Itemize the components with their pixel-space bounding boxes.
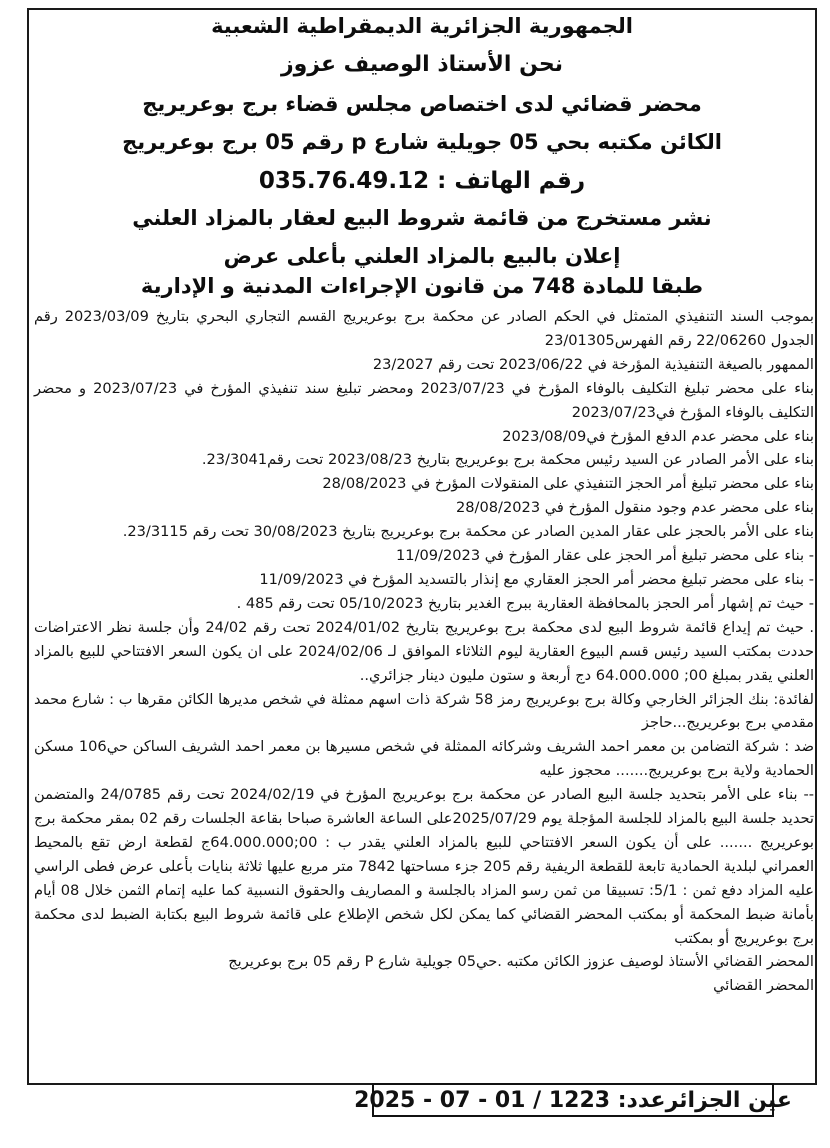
- signature-label: المحضر القضائي: [713, 977, 814, 995]
- header-auction-announcement: إعلان بالبيع بالمزاد العلني بأعلى عرض: [223, 244, 621, 268]
- paragraph-debtor: ضد : شركة التضامن بن معمر احمد الشريف وشركائه الممثلة في شخص مسيرها بن معمر احمد الشريف الساكن حي106 مسكن الحمادية ولاية برج بوعريريج....... محجوز عليه: [34, 738, 815, 780]
- paragraph-executive-formula: الممهور بالصيغة التنفيذية المؤرخة في 2023/06/22 تحت رقم 23/2027: [372, 355, 814, 373]
- header-address: الكائن مكتبه بحي 05 جويلية شارع p رقم 05 برج بوعريريج: [122, 130, 722, 154]
- paragraph-non-payment: بناء على محضر عدم الدفع المؤرخ في2023/08/09: [502, 427, 814, 445]
- paragraph-seizure-notice: - بناء على محضر تبليغ أمر الحجز على عقار المؤرخ في 11/09/2023: [396, 547, 814, 565]
- paragraph-conditions-deposit: . حيث تم إيداع قائمة شروط البيع لدى محكمة برج بوعريريج بتاريخ 2024/01/02 تحت رقم 24/02 وأن جلسة نظر الاعتراضات حددت بمكتب السيد رئيس قسم البيوع العقارية ليوم الثلاثاء الموافق لـ 2024/02/06 على ان يكون السعر الافتتاحي للبيع بالمزاد العلني يقدر بمبلغ 00; 64.000.000 دج أربعة و ستون مليون دينار جزائري..: [34, 618, 814, 684]
- paragraph-enforcement-title: بموجب السند التنفيذي المتمثل في الحكم الصادر عن محكمة برج بوعريريج القسم التجاري البحري بتاريخ 2023/03/09 رقم الجدول 22/06260 رقم الفهرس23/01305: [34, 308, 814, 349]
- paragraph-court-order: بناء على الأمر الصادر عن السيد رئيس محكمة برج بوعريريج بتاريخ 2023/08/23 تحت رقم23/3041.: [201, 451, 814, 469]
- paragraph-movables-seizure: بناء على محضر تبليغ أمر الحجز التنفيذي على المنقولات المؤرخ في 28/08/2023: [322, 475, 814, 493]
- paragraph-real-estate-seizure: بناء على الأمر بالحجز على عقار المدين الصادر عن محكمة برج بوعريريج بتاريخ 30/08/2023 تحت رقم 23/3115.: [122, 523, 814, 541]
- paragraph-seizure-warning: - بناء على محضر تبليغ محضر أمر الحجز العقاري مع إنذار بالتسديد المؤرخ في 11/09/2023: [259, 570, 814, 588]
- publication-reference: [354, 1083, 792, 1117]
- paragraph-seizure-publication: - حيث تم إشهار أمر الحجز بالمحافظة العقارية ببرج الغدير بتاريخ 05/10/2023 تحت رقم 485 .: [236, 594, 814, 612]
- paragraph-bailiff-address: المحضر القضائي الأستاذ لوصيف عزوز الكائن مكتبه .حي05 جويلية شارع P رقم 05 برج بوعريريج: [228, 953, 814, 971]
- header-bailiff-title: محضر قضائي لدى اختصاص مجلس قضاء برج بوعريريج: [142, 92, 702, 116]
- publication-reference-text: عين الجزائرعدد: 1223 / 01 - 07 - 2025: [354, 1087, 792, 1113]
- header-republic: الجمهورية الجزائرية الديمقراطية الشعبية: [211, 14, 633, 38]
- document-header: [30, 14, 814, 312]
- paragraph-auction-session: -- بناء على الأمر بتحديد جلسة البيع الصادر عن محكمة برج بوعريريج المؤرخ في 2024/02/19 تحت رقم 24/0785 والمتضمن تحديد جلسة البيع بالمزاد للجلسة المؤجلة يوم 2025/07/29على الساعة العاشرة صباحا بقاعة الجلسات رقم 02 بمقر محكمة برج بوعريريج ....... على أن يكون السعر الافتتاحي للبيع بالمزاد العلني يقدر ب : 00;64.000.000ج لقطعة ارض تقع بالمحيط العمراني لبلدية الحمادية تابعة للقطعة الريفية رقم 205 جزء مساحتها 7842 متر مربع عليها ثلاثة بنايات بأعلى عرض فطى الراسي عليه المزاد دفع ثمن : 5/1: تسبيقا من ثمن رسو المزاد بالجلسة و المصاريف والحقوق النسبية كما عليه إتمام الثمن خلال 08 أيام بأمانة ضبط المحكمة أو بمكتب المحضر القضائي كما يمكن لكل شخص الإطلاع على قائمة شروط البيع بكتابة الضبط لدى محكمة برج بوعريريج أو بمكتب: [34, 786, 815, 947]
- paragraph-beneficiary: لفائدة: بنك الجزائر الخارجي وكالة برج بوعريريج رمز 58 شركة ذات اسهم ممثلة في شخص مديرها الكائن مقرها ب : شارع محمد مقدمي برج بوعريريج...حاجز: [34, 690, 814, 732]
- header-bailiff-name: نحن الأستاذ الوصيف عزوز: [280, 52, 564, 77]
- header-publication-title: نشر مستخرج من قائمة شروط البيع لعقار بالمزاد العلني: [132, 206, 712, 230]
- header-legal-article: طبقا للمادة 748 من قانون الإجراءات المدنية و الإدارية: [140, 274, 704, 298]
- paragraph-no-movables: بناء على محضر عدم وجود منقول المؤرخ في 28/08/2023: [455, 499, 814, 517]
- document-body: [34, 305, 814, 998]
- paragraph-payment-notice: بناء على محضر تبليغ التكليف بالوفاء المؤرخ في 2023/07/23 ومحضر تبليغ سند تنفيذي المؤرخ في 2023/07/23 و محضر التكليف بالوفاء المؤرخ في2023/07/23: [34, 379, 814, 421]
- header-phone: رقم الهاتف : 035.76.49.12: [258, 168, 586, 194]
